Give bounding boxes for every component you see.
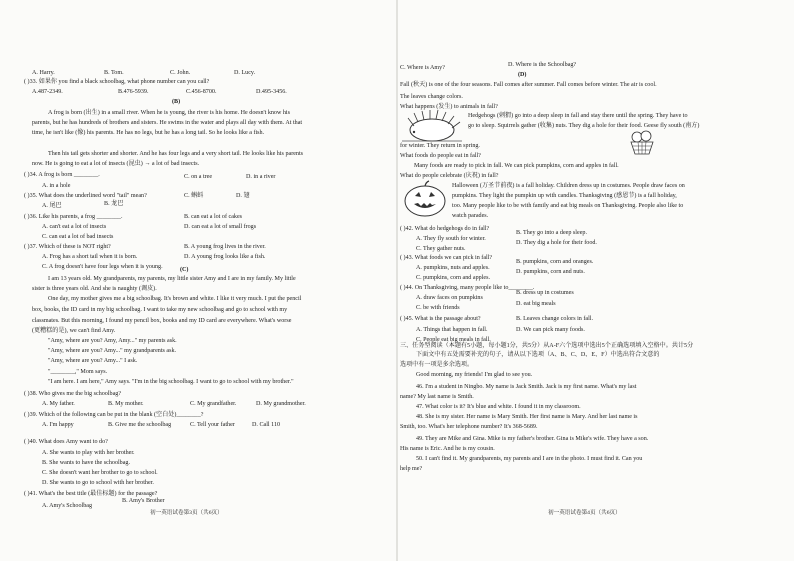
left-page-text-line: C.456-8700. — [186, 89, 217, 95]
left-page-text-line: box, books, the ID card in my big schoolbag. I want to take my new schoolbag and go to school with my — [32, 307, 288, 313]
left-page-text-line: A frog is born (出生) in a small river. When he is young, the river is his home. He doesn't know his — [48, 110, 290, 116]
right-page-text-line: The leaves change colors. — [400, 94, 463, 100]
left-page-text-line: D. Call 110 — [252, 422, 281, 428]
hedgehog-illustration — [400, 108, 464, 144]
left-page-text-line: B. can eat a lot of cakes — [184, 214, 243, 220]
right-page-text-line: D. They dig a hole for their food. — [516, 240, 597, 246]
left-page-text-line: C. can eat a lot of bad insects — [42, 234, 114, 240]
right-page-text-line: pumpkins. They light the pumpkin up with candles. Thanksgiving (感恩节) is a fall holiday, — [452, 193, 677, 199]
left-page-text-line: D. 翅 — [236, 193, 250, 199]
left-page-text-line: D. can eat a lot of small frogs — [184, 224, 257, 230]
left-page-text-line: D. in a river — [246, 174, 276, 180]
right-page-text-line: for winter. They return in spring. — [400, 143, 480, 149]
left-page-text-line: B. 龙巴 — [104, 201, 124, 207]
right-page-text-line: Halloween (万圣节前夜) is a fall holiday. Children dress up in costumes. People draw faces on — [452, 183, 685, 189]
right-page-text-line: watch parades. — [452, 213, 489, 219]
left-page-text-line: A. 尾巴 — [42, 203, 62, 209]
left-page-text-line: A. in a hole — [42, 183, 71, 189]
right-page-text-line: 46. I'm a student in Ningbo. My name is Jack Smith. Jack is my first name. What's my last — [416, 384, 637, 390]
right-page-text-line: Many foods are ready to pick in fall. We can pick pumpkins, corn and apples in fall. — [414, 163, 619, 169]
left-page-text-line: Then his tail gets shorter and shorter. And he has four legs and a very short tail. He looks like his parents — [48, 151, 304, 157]
exam-page-left — [0, 0, 396, 561]
left-page-text-line: C. John. — [170, 70, 191, 76]
left-page-text-line: B.476-5939. — [118, 89, 149, 95]
right-page-text-line: A. They fly south for winter. — [416, 236, 486, 242]
right-page-text-line: B. pumpkins, corn and oranges. — [516, 259, 594, 265]
right-page-text-line: D. eat big meals — [516, 301, 556, 307]
right-page-footer: 初一英语试卷第4页（共6页） — [548, 510, 621, 516]
right-page-text-line: What do people celebrate (庆祝) in fall? — [400, 173, 499, 179]
left-page-text-line: ( )36. Like his parents, a frog ________. — [24, 214, 123, 220]
left-page-text-line: parents, but he has hundreds of brothers and sisters. He swims in the water and plays all day with them. At that — [32, 120, 303, 126]
left-page-text-line: ( )38. Who gives me the big schoolbag? — [24, 391, 122, 397]
right-page-text-line: C. pumpkins, corn and apples. — [416, 275, 490, 281]
right-page-text-line: B. Leaves change colors in fall. — [516, 316, 593, 322]
right-page-text-line: His name is Eric. And he is my cousin. — [400, 446, 495, 452]
right-page-text-line: What foods do people eat in fall? — [400, 153, 481, 159]
right-page-text-line: name? My last name is Smith. — [400, 394, 474, 400]
left-page-text-line: A. My father. — [42, 401, 75, 407]
right-page-text-line: Good morning, my friends! I'm glad to see you. — [416, 372, 533, 378]
left-page-text-line: A. can't eat a lot of insects — [42, 224, 107, 230]
right-page-text-line: C. be with friends — [416, 305, 460, 311]
left-page-text-line: A. She wants to play with her brother. — [42, 450, 135, 456]
left-page-text-line: sister is three years old. And she is naughty (调皮). — [32, 286, 157, 292]
right-page-text-line: Smith, too. What's her telephone number? It's 368-5689. — [400, 424, 538, 430]
left-page-text-line: A. Frog has a short tail when it is born. — [42, 254, 138, 260]
left-page-text-line: D.495-3456. — [256, 89, 287, 95]
left-page-text-line: C. Tell your father — [190, 422, 235, 428]
right-page-text-line: 49. They are Mike and Gina. Mike is my father's brother. Gina is Mike's wife. They have a son. — [416, 436, 649, 442]
left-page-text-line: One day, my mother gives me a big schoolbag. It's brown and white. I like it very much. I put the pencil — [48, 296, 302, 302]
left-page-text-line: B. She wants to have the schoolbag. — [42, 460, 131, 466]
left-page-text-line: B. My mother. — [108, 401, 144, 407]
right-page-text-line: ( )44. On Thanksgiving, many people like to________. — [400, 285, 535, 291]
left-page-text-line: A. I'm happy — [42, 422, 74, 428]
left-page-text-line: "Amy, where are you? Amy, Amy..." my parents ask. — [48, 338, 177, 344]
left-page-text-line: C. She doesn't want her brother to go to school. — [42, 470, 158, 476]
right-page-text-line: B. dress up in costumes — [516, 290, 574, 296]
right-page-text-line: A. draw faces on pumpkins — [416, 295, 483, 301]
left-page-text-line: A. Amy's Schoolbag — [42, 503, 93, 509]
left-page-text-line: (C) — [180, 267, 189, 273]
jack-o-lantern-illustration — [402, 180, 448, 218]
left-page-text-line: classmates. But this morning, I found my pencil box, books and my ID card are everywhere. What's worse — [32, 318, 292, 324]
right-page-text-line: 选项中有一项是多余选项。 — [400, 362, 474, 368]
left-page-text-line: C. on a tree — [184, 174, 213, 180]
right-page-text-line: (D) — [518, 72, 527, 78]
right-page-text-line: help me? — [400, 466, 423, 472]
right-page-text-line: 48. She is my sister. Her name is Mary Smith. Her first name is Mary. And her last name is — [416, 414, 638, 420]
left-page-text-line: ( )40. What does Amy want to do? — [24, 439, 108, 445]
right-page-text-line: Hedgehogs (刺猬) go into a deep sleep in fall and stay there until the spring. They have to — [468, 113, 688, 119]
right-page-text-line: C. Where is Amy? — [400, 65, 445, 71]
left-page-text-line: B. A young frog lives in the river. — [184, 244, 266, 250]
right-page-text-line: 47. What color is it? It's blue and white. I found it in my classroom. — [416, 404, 581, 410]
left-page-text-line: C. A frog doesn't have four legs when it is young. — [42, 264, 163, 270]
right-page-text-line: Fall (秋天) is one of the four seasons. Fall comes after summer. Fall comes before winter. The air is cool. — [400, 82, 657, 88]
left-page-text-line: A.487-2349. — [32, 89, 63, 95]
left-page-text-line: "I am here. I am here," Amy says. "I'm in the big schoolbag. I want to go to school with my brother." — [48, 379, 294, 385]
left-page-text-line: (更糟糕的是), we can't find Amy. — [32, 328, 116, 334]
right-page-text-line: ( )43. What foods we can pick in fall? — [400, 255, 493, 261]
left-page-text-line: "Amy, where are you? Amy..." my grandparents ask. — [48, 348, 177, 354]
right-page-text-line: B. They go into a deep sleep. — [516, 230, 587, 236]
left-page-text-line: D. Lucy. — [234, 70, 256, 76]
right-page-text-line: C. They gather nuts. — [416, 246, 466, 252]
right-page-text-line: D. Where is the Schoolbag? — [508, 62, 577, 68]
left-page-text-line: C. 蝌蚪 — [184, 193, 204, 199]
left-page-text-line: I am 13 years old. My grandparents, my parents, my little sister Amy and I are in my family. My little — [48, 276, 296, 282]
right-page-text-line: What happens (发生) to animals in fall? — [400, 104, 498, 110]
left-page-text-line: B. Tom. — [104, 70, 124, 76]
left-page-text-line: B. Give me the schoolbag — [108, 422, 172, 428]
left-page-text-line: ( )41. What's the best title (最佳标题) for the passage? — [24, 491, 158, 497]
left-page-text-line: now. He is going to eat a lot of insects (昆虫) → a lot of bad insects. — [32, 161, 200, 167]
right-page-text-line: 下面文中有五处需要补充的句子，请从以下选项（A、B、C、D、E、F）中选出符合文意的 — [416, 352, 660, 358]
left-page-text-line: D. My grandmother. — [256, 401, 306, 407]
right-page-text-line: A. pumpkins, nuts and apples. — [416, 265, 490, 271]
left-page-text-line: ( )34. A frog is born ________. — [24, 172, 100, 178]
left-page-text-line: ( )37. Which of these is NOT right? — [24, 244, 111, 250]
right-page-text-line: 50. I can't find it. My grandparents, my parents and I are in the photo. I must find it. Can you — [416, 456, 643, 462]
right-page-text-line: 三、任务型阅读（本题有5小题，每小题1分，共5分）从A-F六个选项中选出5个正确选项填入空格中。共计5分 — [400, 343, 694, 349]
left-page-text-line: "________," Mom says. — [48, 369, 108, 375]
exam-page-right — [398, 0, 794, 561]
right-page-text-line: go to sleep. Squirrels gather (收集) nuts. They dig a hole for their food. Geese fly south (南方) — [468, 123, 700, 129]
left-page-text-line: A. Harry. — [32, 70, 55, 76]
right-page-text-line: ( )42. What do hedgehogs do in fall? — [400, 226, 490, 232]
left-page-text-line: B. Amy's Brother — [122, 498, 165, 504]
right-page-text-line: D. We can pick many foods. — [516, 327, 585, 333]
left-page-text-line: time, he isn't like (像) his parents. He has no legs, but he has a long tail. So he looks like a fish. — [32, 130, 265, 136]
apple-basket-illustration — [628, 128, 656, 156]
left-page-text-line: "Amy, where are you? Amy..." I ask. — [48, 358, 138, 364]
left-page-text-line: D. She wants to go to school with her brother. — [42, 480, 154, 486]
left-page-text-line: D. A young frog looks like a fish. — [184, 254, 266, 260]
right-page-text-line: A. Things that happen in fall. — [416, 327, 488, 333]
left-page-text-line: ( )35. What does the underlined word "tail" mean? — [24, 193, 147, 199]
right-page-text-line: C. People eat big meals in fall. — [416, 337, 491, 343]
right-page-text-line: D. pumpkins, corn and nuts. — [516, 269, 585, 275]
left-page-text-line: C. My grandfather. — [190, 401, 237, 407]
left-page-text-line: (B) — [172, 99, 181, 105]
right-page-text-line: too. Many people like to be with family and eat big meals on Thanksgiving. People also like to — [452, 203, 684, 209]
left-page-text-line: ( )33. 如果你 you find a black schoolbag, what phone number can you call? — [24, 79, 210, 85]
right-page-text-line: ( )45. What is the passage about? — [400, 316, 481, 322]
left-page-footer: 初一英语试卷第3页（共6页） — [150, 510, 223, 516]
left-page-text-line: ( )39. Which of the following can be put in the blank (空白处)________? — [24, 412, 204, 418]
